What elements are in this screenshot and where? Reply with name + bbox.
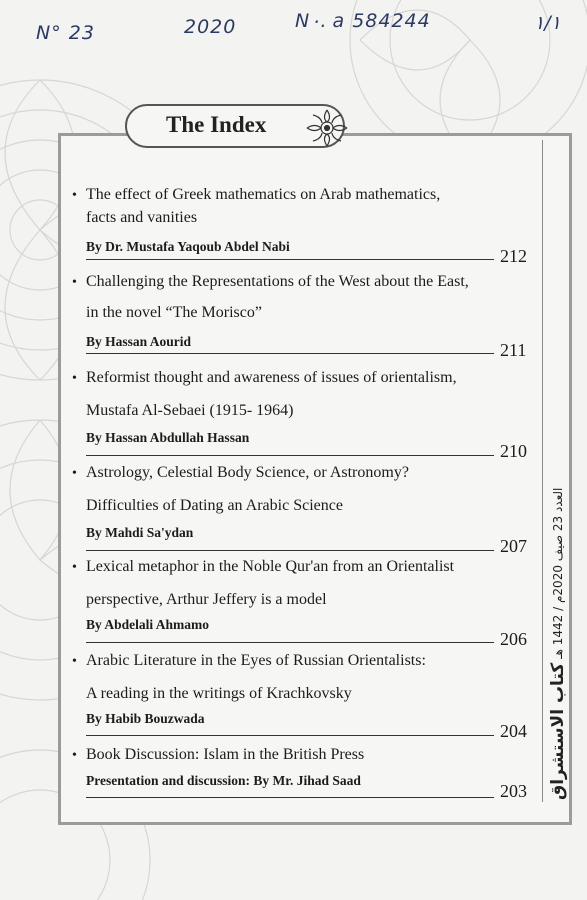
entry-author: By Hassan Abdullah Hassan: [86, 430, 250, 445]
page-title: The Index: [166, 112, 267, 137]
ornament-icon: [304, 108, 350, 148]
entry-title-line: perspective, Arthur Jeffery is a model: [86, 591, 327, 608]
handwritten-issue-number: N° 23: [36, 22, 95, 44]
entry-title-line: Arabic Literature in the Eyes of Russian Orientalists:: [86, 652, 426, 669]
side-logo: كتاب الاستشراق: [548, 662, 568, 800]
entry-page-number: 204: [500, 721, 527, 741]
index-entry: [72, 367, 542, 446]
side-issue-line: العدد 23 صيف 2020م / 1442 هـ: [551, 487, 565, 659]
entry-title-line: A reading in the writings of Krachkovsky: [86, 685, 352, 702]
entry-title-line: Mustafa Al-Sebaei (1915- 1964): [86, 402, 294, 419]
index-entry: [72, 462, 542, 541]
entry-rule: [86, 455, 494, 456]
index-entry: [72, 556, 542, 633]
entry-page-number: 212: [500, 246, 527, 266]
entry-page-number: 203: [500, 781, 527, 801]
index-entry: [72, 650, 542, 727]
entry-title-line: Reformist thought and awareness of issues of orientalism,: [86, 369, 457, 386]
entry-author: By Habib Bouzwada: [86, 711, 205, 726]
frame-inner-divider: [542, 140, 543, 802]
entry-rule: [86, 259, 494, 260]
entry-rule: [86, 735, 494, 736]
entry-title-line: facts and vanities: [86, 209, 198, 226]
index-entry: [72, 744, 542, 789]
handwritten-page-mark: ١/١: [534, 12, 561, 34]
handwritten-catalog-number: N٠. a 584244: [295, 10, 431, 32]
entry-title-line: The effect of Greek mathematics on Arab mathematics,: [86, 186, 441, 203]
bullet-icon: •: [72, 188, 77, 203]
entry-title-line: Astrology, Celestial Body Science, or Astronomy?: [86, 464, 409, 481]
bullet-icon: •: [72, 654, 77, 669]
bullet-icon: •: [72, 466, 77, 481]
entry-rule: [86, 550, 494, 551]
entry-title-line: in the novel “The Morisco”: [86, 304, 262, 321]
handwritten-year: 2020: [184, 16, 237, 38]
entry-page-number: 207: [500, 536, 527, 556]
entry-author: By Abdelali Ahmamo: [86, 617, 210, 632]
entry-title-line: Difficulties of Dating an Arabic Science: [86, 497, 343, 514]
entry-author: By Hassan Aourid: [86, 334, 192, 349]
entry-title-line: Book Discussion: Islam in the British Press: [86, 746, 365, 763]
entry-page-number: 206: [500, 629, 527, 649]
bullet-icon: •: [72, 748, 77, 763]
bullet-icon: •: [72, 371, 77, 386]
entry-rule: [86, 642, 494, 643]
bullet-icon: •: [72, 275, 77, 290]
entry-page-number: 210: [500, 441, 527, 461]
index-entry: [72, 271, 542, 350]
entry-title-line: Challenging the Representations of the West about the East,: [86, 273, 469, 290]
entry-rule: [86, 797, 494, 798]
entry-author: Presentation and discussion: By Mr. Jihad Saad: [86, 773, 361, 788]
entry-author: By Mahdi Sa'ydan: [86, 525, 194, 540]
bullet-icon: •: [72, 560, 77, 575]
entry-title-line: Lexical metaphor in the Noble Qur'an from an Orientalist: [86, 558, 455, 575]
index-entry: [72, 184, 542, 255]
side-issue-label: [548, 487, 578, 810]
entry-rule: [86, 353, 494, 354]
entry-author: By Dr. Mustafa Yaqoub Abdel Nabi: [86, 239, 290, 254]
entry-page-number: 211: [500, 340, 527, 360]
